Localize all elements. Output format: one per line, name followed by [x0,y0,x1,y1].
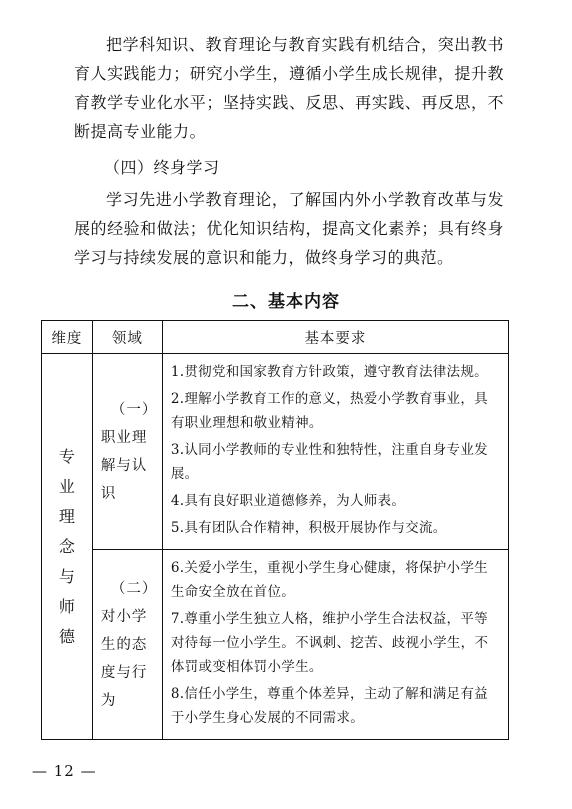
requirement-item: 4.具有良好职业道德修养，为人师表。 [170,493,406,509]
requirement-item: 7.尊重小学生独立人格，维护小学生合法权益，平等对待每一位小学生。不讽刺、挖苦、歧视小学生，不体罚或变相体罚小学生。 [170,611,489,675]
requirements-cell [162,354,508,550]
section-title: 二、基本内容 [232,292,340,312]
requirement-item: 6.关爱小学生，重视小学生身心健康，将保护小学生生命安全放在首位。 [170,560,488,600]
field-label: （一）职业理解与认识 [100,401,158,502]
requirement-item: 2.理解小学教育工作的意义，热爱小学教育事业，具有职业理想和敬业精神。 [170,391,488,431]
requirement-item: 8.信任小学生，尊重个体差异，主动了解和满足有益于小学生身心发展的不同需求。 [170,686,488,726]
table-header-row [42,321,509,354]
paragraph-practice-reflection: 把学科知识、教育理论与教育实践有机结合，突出教书育人实践能力；研究小学生，遵循小学生成长规律，提升教育教学专业化水平；坚持实践、反思、再实践、再反思，不断提高专业能力。 [74,35,504,141]
header-dimension: 维度 [42,321,93,354]
dimension-cell [42,354,93,740]
requirement-item: 1.贯彻党和国家教育方针政策，遵守教育法律法规。 [170,364,488,380]
paragraph-lifelong-learning: 学习先进小学教育理论，了解国内外小学教育改革与发展的经验和做法；优化知识结构，提高文化素养；具有终身学习与持续发展的意识和能力，做终身学习的典范。 [74,190,504,267]
requirement-item: 5.具有团队合作精神，积极开展协作与交流。 [170,520,447,536]
requirement-item: 3.认同小学教师的专业性和独特性，注重自身专业发展。 [170,442,488,482]
table-row [42,354,509,550]
field-label: （二）对小学生的态度与行为 [100,580,158,709]
field-cell [92,550,162,740]
header-requirements: 基本要求 [162,321,508,354]
requirements-cell [162,550,508,740]
field-cell [92,354,162,550]
table-row [42,550,509,740]
header-field: 领域 [92,321,162,354]
page-number: — 12 — [32,762,97,780]
standards-table [41,320,509,740]
dimension-label: 专业理念与师德 [58,446,75,646]
subheading-lifelong-learning: （四）终身学习 [104,158,220,177]
